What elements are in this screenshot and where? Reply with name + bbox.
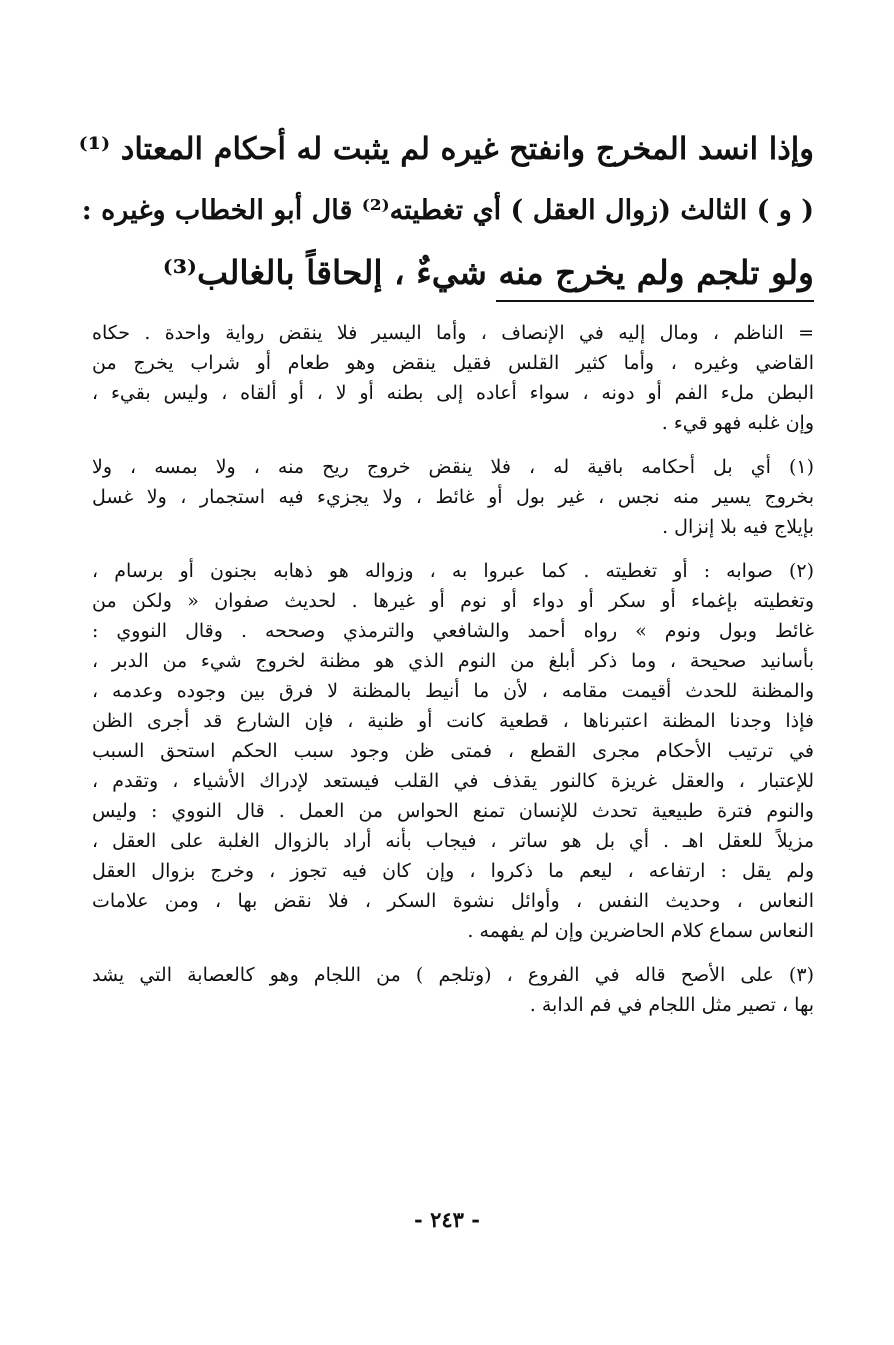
footnote-1 bbox=[92, 452, 814, 542]
footnotes bbox=[92, 318, 814, 1034]
footnote-line: (١) أي بل أحكامه باقية له ، فلا ينقض خروج ريح منه ، ولا بمسه ، ولا bbox=[92, 456, 814, 478]
footnote-line: فإذا وجدنا المظنة اعتبرناها ، قطعية كانت أو ظنية ، فإن الشارع قد أجرى الظن bbox=[92, 710, 814, 732]
main-text-line: ( و ) الثالث (زوال العقل ) أي تغطيته⁽²⁾ قال أبو الخطاب وغيره : bbox=[81, 195, 814, 226]
main-text bbox=[75, 118, 814, 304]
footnote-line: = الناظم ، ومال إليه في الإنصاف ، وأما اليسير فلا ينقض رواية واحدة . حكاه bbox=[92, 322, 814, 344]
footnote-line: والنوم فترة طبيعية تحدث للإنسان تمنع الحواس من العمل . قال النووي : وليس bbox=[92, 800, 814, 822]
footnote-line: (٢) صوابه : أو تغطيته . كما عبروا به ، وزواله هو ذهابه بجنون أو برسام ، bbox=[92, 560, 814, 582]
footnote-line: بخروج يسير منه نجس ، غير بول أو غائط ، ولا يجزيء فيه استجمار ، ولا غسل bbox=[92, 486, 814, 508]
footnote-line: (٣) على الأصح قاله في الفروع ، (وتلجم ) من اللجام وهو كالعصابة التي يشد bbox=[92, 964, 814, 986]
main-text-line: وإذا انسد المخرج وانفتح غيره لم يثبت له أحكام المعتاد ⁽¹⁾ bbox=[78, 131, 814, 167]
page-number: - ٢٤٣ - bbox=[414, 1207, 480, 1232]
footnote-line: مزيلاً للعقل اهـ . أي بل هو ساتر ، فيجاب بأنه أراد بالزوال الغلبة على العقل ، bbox=[92, 830, 814, 852]
footnote-line: النعاس سماع كلام الحاضرين وإن لم يفهمه . bbox=[467, 920, 814, 942]
footnote-continuation bbox=[92, 318, 814, 438]
footnote-2 bbox=[92, 556, 814, 946]
footnote-line: البطن ملء الفم أو دونه ، سواء أعاده إلى بطنه أو لا ، أو ألقاه ، وليس بقيء ، bbox=[92, 382, 814, 404]
footnote-line: ولم يقل : ارتفاعه ، ليعم ما ذكروا ، وإن كان فيه تجوز ، وخرج بزوال العقل bbox=[92, 860, 814, 882]
footnote-divider bbox=[496, 300, 814, 302]
footnote-line: القاضي وغيره ، وأما كثير القلس فقيل ينقض وهو طعام أو شراب يخرج من bbox=[92, 352, 814, 374]
footnote-line: في ترتيب الأحكام مجرى القطع ، فمتى ظن وجود سبب الحكم استحق السبب bbox=[92, 740, 814, 762]
footnote-line: وتغطيته بإغماء أو سكر أو دواء أو نوم أو غيرها . لحديث صفوان « ولكن من bbox=[92, 590, 814, 612]
main-text-line: ولو تلجم ولم يخرج منه شيءٌ ، إلحاقاً بالغالب⁽³⁾ bbox=[162, 253, 814, 292]
footnote-3 bbox=[92, 960, 814, 1020]
footnote-line: بها ، تصير مثل اللجام في فم الدابة . bbox=[529, 994, 814, 1016]
footnote-line: للإعتبار ، والعقل غريزة كالنور يقذف في القلب فيستعد لإدراك الأشياء ، وتقدم ، bbox=[92, 770, 814, 792]
footnote-line: غائط وبول ونوم » رواه أحمد والشافعي والترمذي وصححه . وقال النووي : bbox=[92, 620, 814, 642]
footnote-line: بأسانيد صحيحة ، وما ذكر أبلغ من النوم الذي هو مظنة لخروج شيء من الدبر ، bbox=[92, 650, 814, 672]
footnote-line: والمظنة للحدث أقيمت مقامه ، لأن ما أنيط بالمظنة لا فرق بين وجوده وعدمه ، bbox=[92, 680, 814, 702]
footnote-line: النعاس ، وحديث النفس ، وأوائل نشوة السكر ، فلا نقض بها ، ومن علامات bbox=[92, 890, 814, 912]
footnote-line: وإن غلبه فهو قيء . bbox=[661, 412, 814, 434]
footnote-line: بإيلاج فيه بلا إنزال . bbox=[662, 516, 814, 538]
